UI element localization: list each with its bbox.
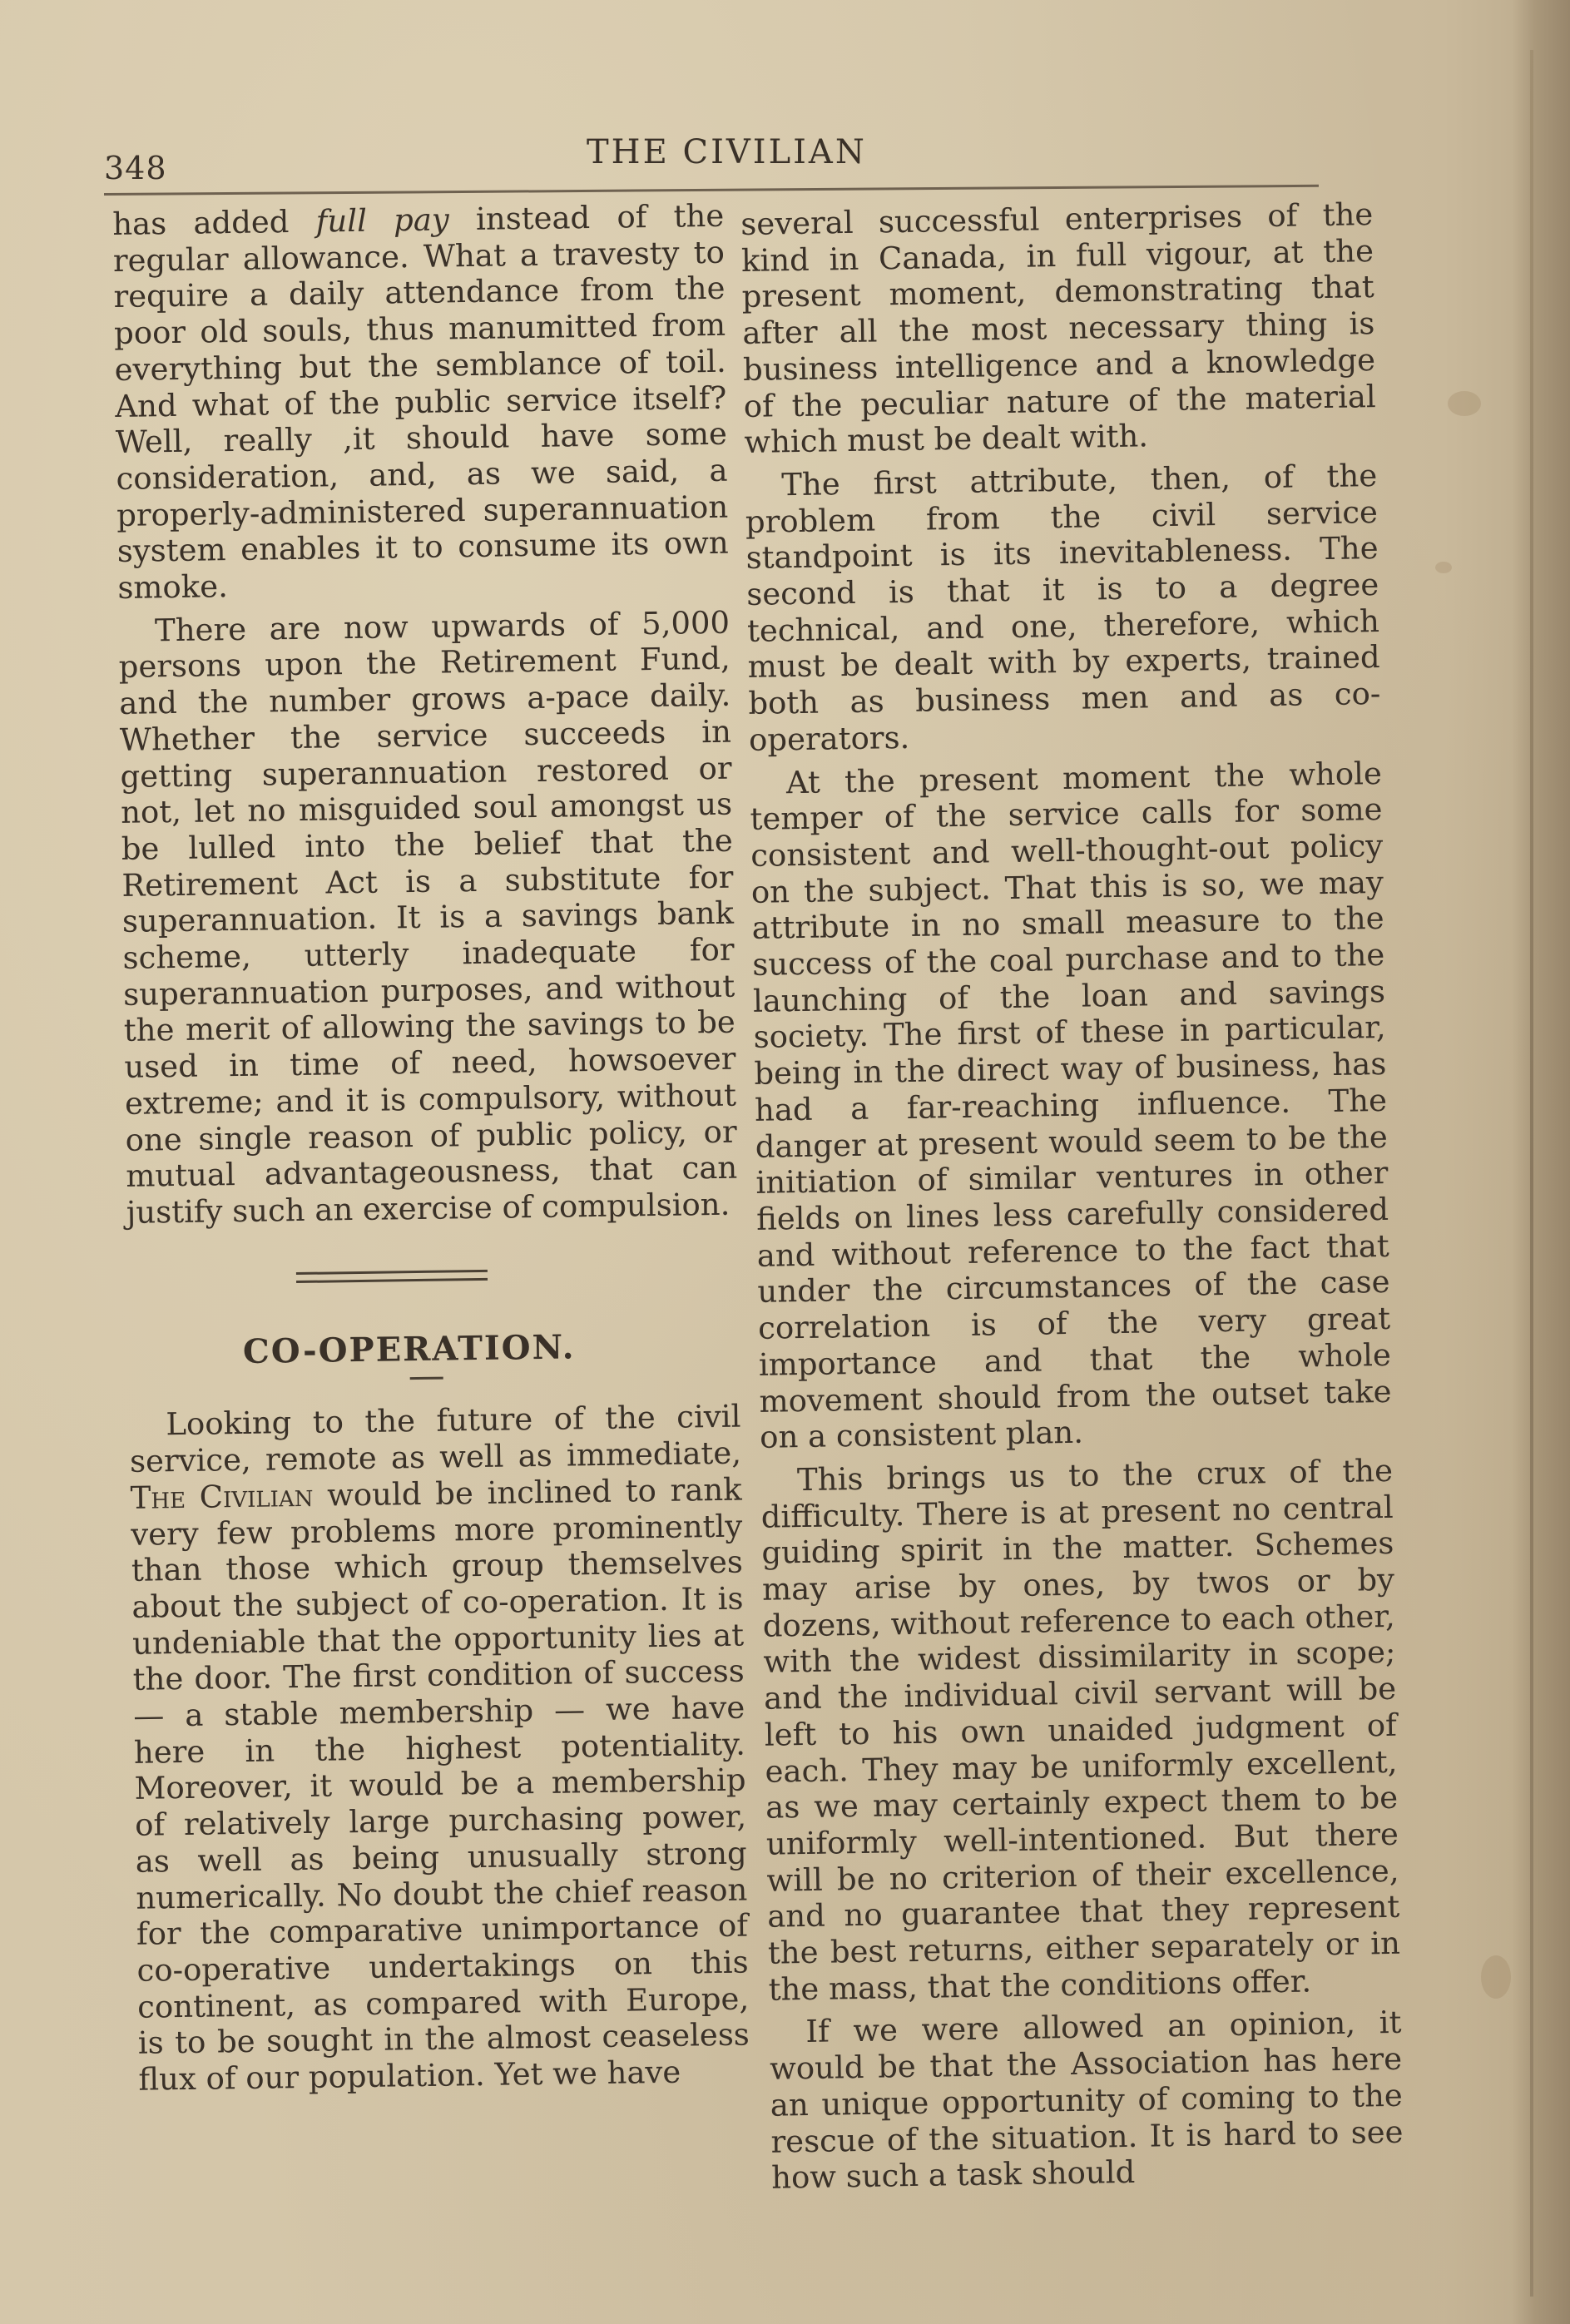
paper-stain <box>1435 562 1452 573</box>
paragraph <box>129 1399 750 2099</box>
running-title: THE CIVILIAN <box>587 133 867 171</box>
paragraph: There are now upwards of 5,000 persons upon the Retirement Fund, and the number grows a-pace daily. Whether the service succeeds in getting superannuation restored or not, let no misguided soul amongst us be lulled into the belief that the Retirement Act is a substitute for superannuation. It is a savings bank scheme, utterly inadequate for superannuation purposes, and without the merit of allowing the savings to be used in time of need, howsoever extreme; and it is compulsory, without one single reason of public policy, or mutual advantageousness, that can justify such an exercise of compulsion. <box>118 604 738 1231</box>
paragraph: This brings us to the crux of the difficulty. There is at present no central guiding spirit in the matter. Schemes may arise by ones, by twos or by dozens, without reference to each other, with the widest dissimilarity in scope; and the individual civil servant will be left to his own unaided judgment of each. They may be uniformly excellent, as we may certainly expect them to be uniformly well-intentioned. But there will be no criterion of their excellence, and no guarantee that they represent the best returns, either separately or in the mass, that the conditions offer. <box>760 1452 1401 2008</box>
section-heading: CO-OPERATION. <box>242 1327 576 1371</box>
italic-text: full pay <box>315 201 450 240</box>
text-run: Looking to the future of the civil service, remote as well as immediate, <box>129 1398 742 1479</box>
paragraph: At the present moment the whole temper of the service calls for some consistent and well-thought-out policy on the subject. That this is so, we may attribute in no small measure to the success of the coal purchase and to the launching of the loan and savings society. The first of these in particular, being in the direct way of business, has had a far-reaching influence. The danger at present would seem to be the initiation of similar ventures in other fields on lines less carefully considered and without reference to the fact that under the circumstances of the case correlation is of the very great importance and that the whole movement should from the outset take on a consistent plan. <box>750 755 1392 1456</box>
binding-crease <box>1530 50 1533 2297</box>
paper-stain <box>1481 1955 1511 1999</box>
text-run: instead of the regular allowance. What a travesty to require a daily attendance from the poor old souls, thus manumitted from everything but the semblance of toil. And what of the public service itself? Well, really ,it should have some consideration, and, as we said, a properly-administered superannuation system enables it to consume its own smoke. <box>112 197 730 606</box>
binding-edge <box>1512 0 1570 2324</box>
paper-stain <box>1448 391 1481 416</box>
paragraph <box>112 198 730 607</box>
publication-name: The Civilian <box>130 1477 314 1516</box>
page-header <box>104 125 1327 191</box>
paragraph: The first attribute, then, of the problem from the civil service standpoint is its inevitableness. The second is that it is to a degree technical, and one, therefore, which must be dealt with by experts, trained both as business men and as co-operators. <box>745 457 1381 758</box>
right-column <box>740 196 1404 2203</box>
paragraph: several successful enterprises of the kind in Canada, in full vigour, at the present moment, demonstrating that after all the most necessary thing is business intelligence and a knowledge of the peculiar nature of the material which must be dealt with. <box>740 196 1377 461</box>
left-column <box>112 198 750 2105</box>
paragraph: If we were allowed an opinion, it would be that the Association has here an unique opportunity of coming to the rescue of the situation. It is hard to see how such a task should <box>769 2004 1404 2196</box>
text-run: has added <box>112 203 316 242</box>
page-number: 348 <box>104 150 167 186</box>
heading-rule <box>409 1377 443 1380</box>
section-divider <box>295 1270 487 1283</box>
text-run: would be inclined to rank very few problems more prominently than those which group themselves about the subject of co-operation. It is undeniable that the opportunity lies at the door. The first condition of success — a stable membership — we have here in the highest potentiality. Moreover, it would be a membership of relatively large purchasing power, as well as being unusually strong numerically. No doubt the chief reason for the comparative unimportance of co-operative undertakings on this continent, as compared with Europe, is to be sought in the almost ceaseless flux of our population. Yet we have <box>130 1471 750 2098</box>
